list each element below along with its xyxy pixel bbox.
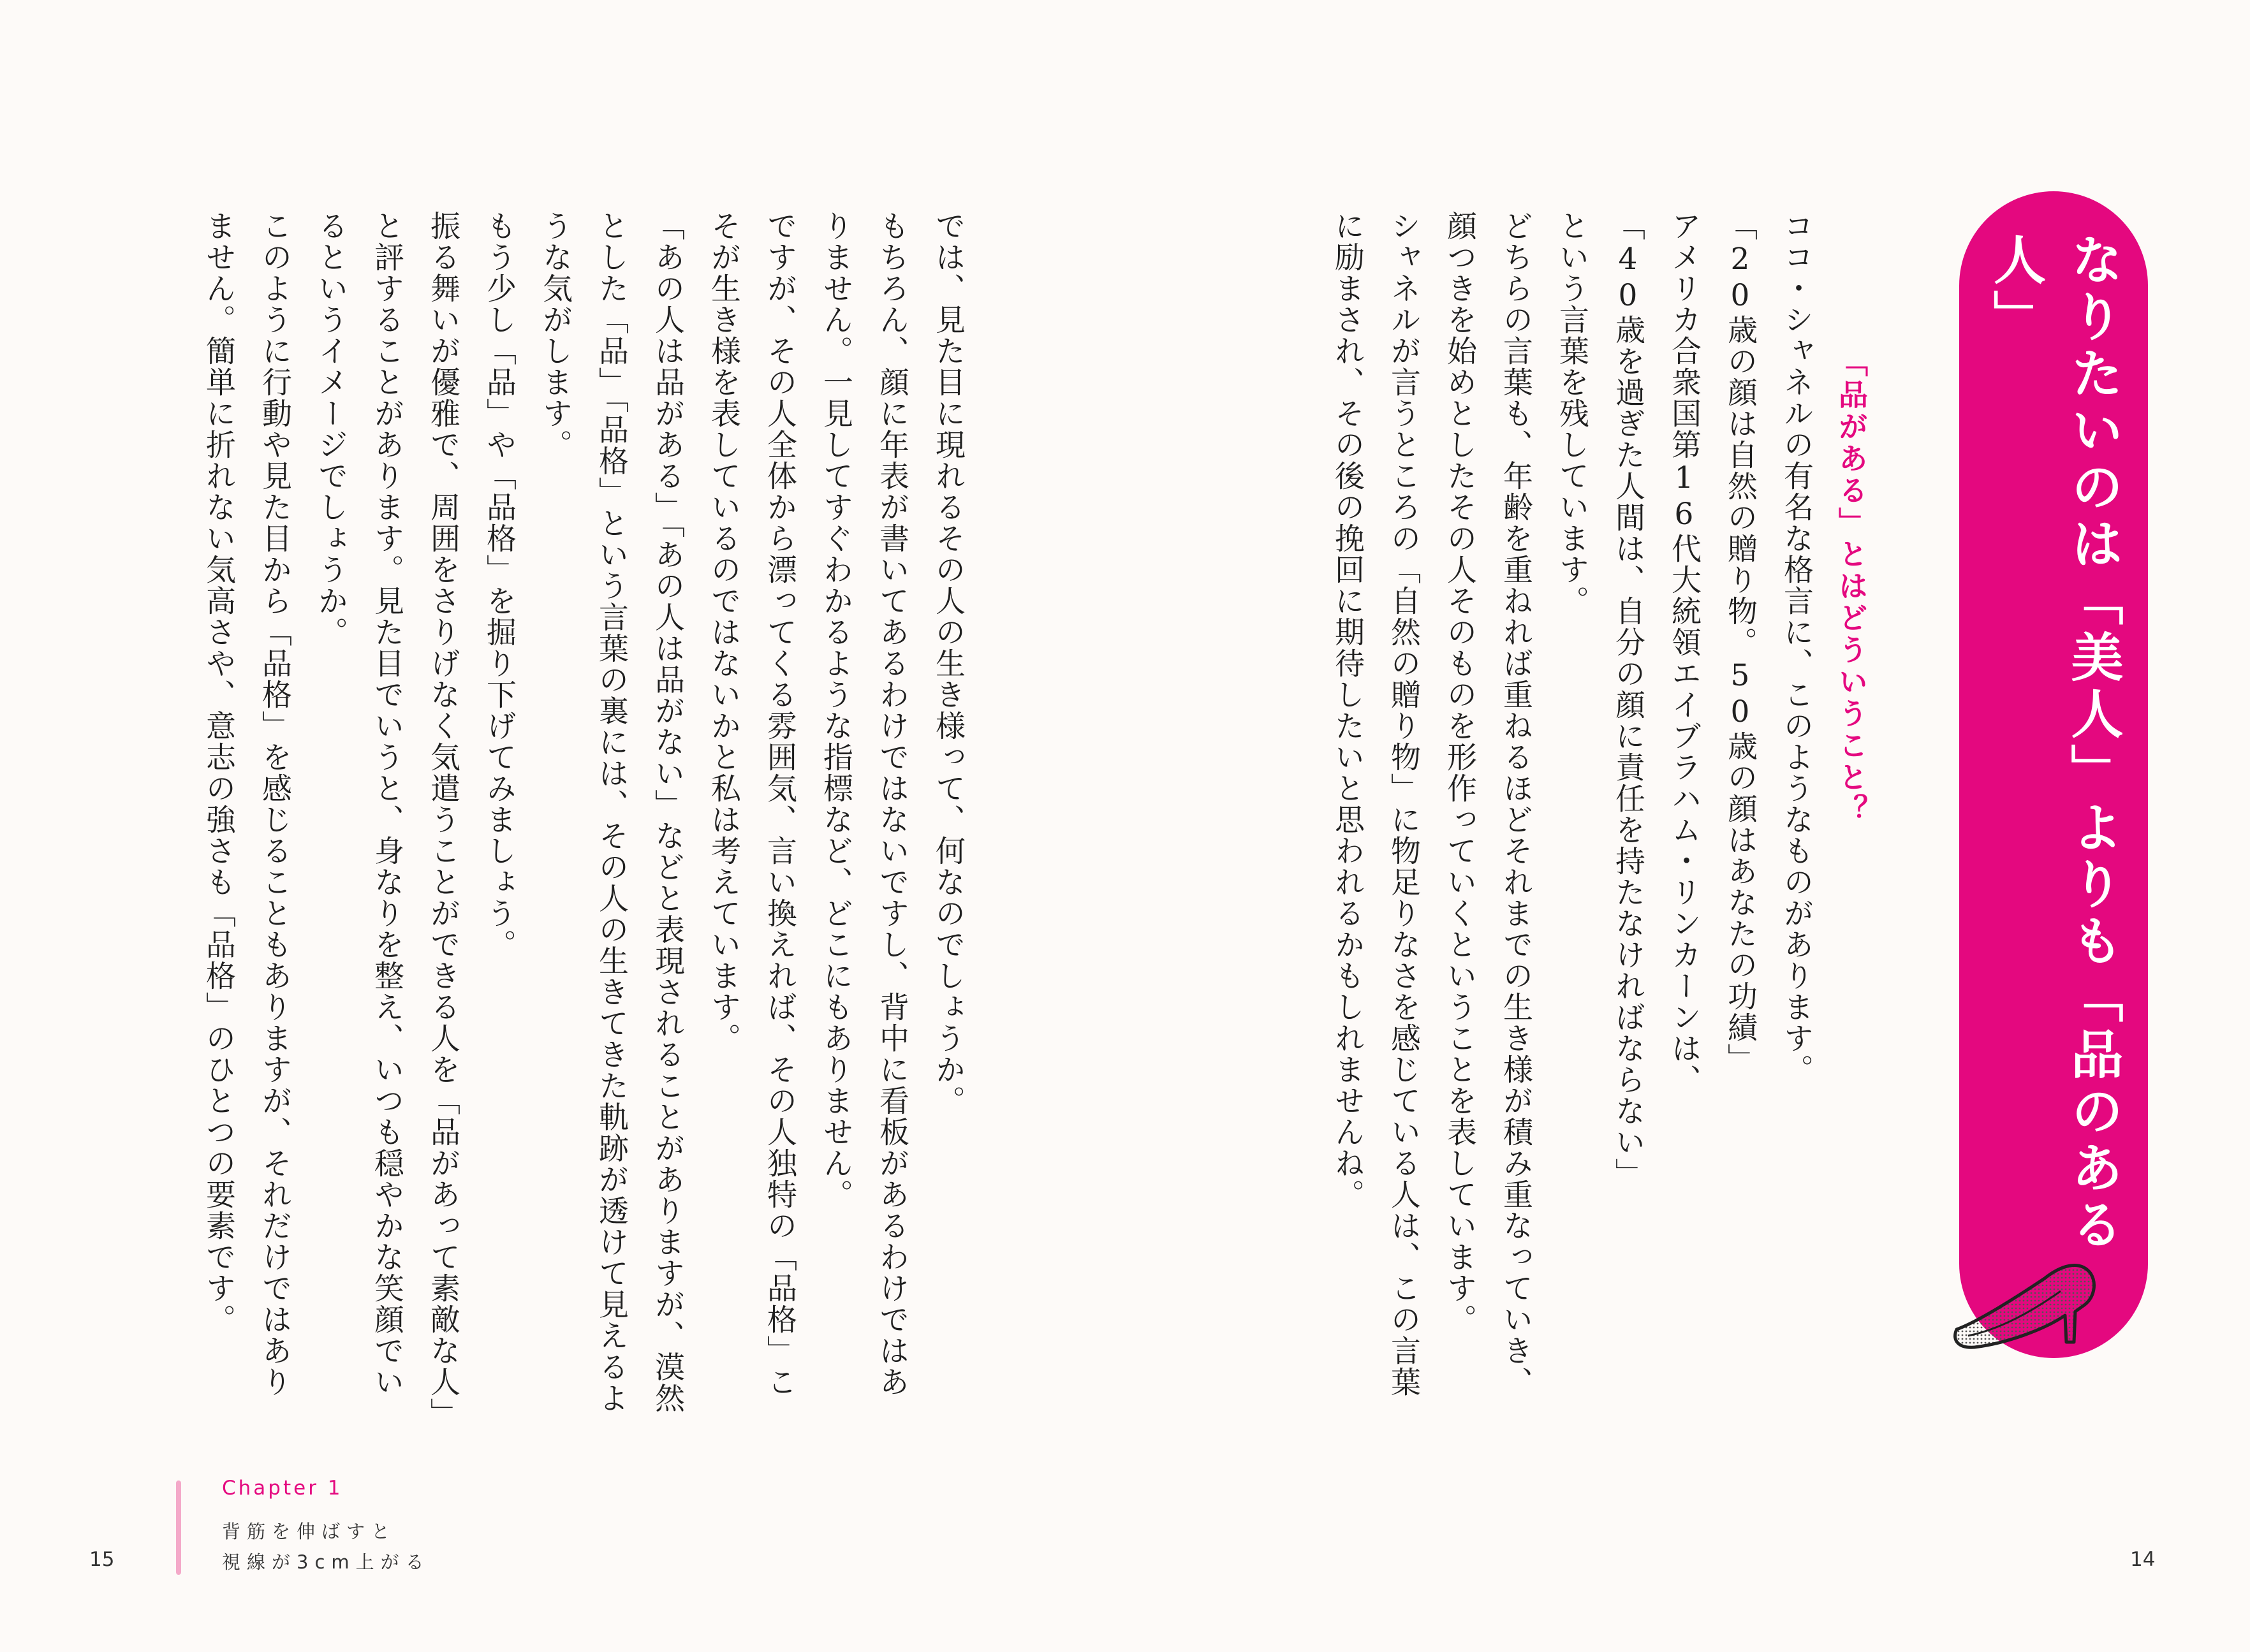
chapter-subtitle-line2: 視線が3cm上がる bbox=[222, 1551, 430, 1573]
page-number-left: 15 bbox=[89, 1548, 115, 1571]
left-page-body bbox=[102, 210, 976, 1425]
paragraph: アメリカ合衆国第16代大統領エイブラハム・リンカーンは、 bbox=[1666, 210, 1702, 1095]
quote: 「20歳の顔は自然の贈り物。50歳の顔はあなたの功績」 bbox=[1723, 210, 1758, 1074]
chapter-label: Chapter 1 bbox=[222, 1477, 343, 1500]
page-title: なりたいのは「美人」よりも「品のある人」 bbox=[1985, 233, 2123, 1254]
chapter-divider-bar bbox=[176, 1480, 181, 1575]
quote: 「40歳を過ぎた人間は、自分の顔に責任を持たなければならない」 bbox=[1610, 210, 1645, 1189]
page-number-right: 14 bbox=[2130, 1548, 2156, 1571]
paragraph: どちらの言葉も、年齢を重ねれば重ねるほどそれまでの生き様が積み重なっていき、顔つきを始めとしたその人そのものを形作っていくということを表しています。 bbox=[1442, 210, 1533, 1398]
chapter-subtitle-line1: 背筋を伸ばすと bbox=[222, 1521, 397, 1542]
paragraph: もちろん、顔に年表が書いてあるわけではないですし、背中に看板があるわけではありません。一見してすぐわかるような指標など、どこにもありません。 bbox=[818, 210, 909, 1398]
high-heel-shoe-icon bbox=[1949, 1234, 2102, 1355]
paragraph: ですが、その人全体から漂ってくる雰囲気、言い換えれば、その人独特の「品格」こそが生き様を表しているのではないかと私は考えています。 bbox=[706, 210, 797, 1398]
paragraph: ココ・シャネルの有名な格言に、このようなものがあります。 bbox=[1779, 210, 1814, 1085]
paragraph: このように行動や見た目から「品格」を感じることもありますが、それだけではありません。簡単に折れない気高さや、意志の強さも「品格」のひとつの要素です。 bbox=[201, 210, 292, 1398]
right-page-body bbox=[1314, 210, 1824, 1425]
paragraph: 「あの人は品がある」「あの人は品がない」などと表現されることがありますが、漠然とした「品」「品格」という言葉の裏には、その人の生きてきた軌跡が透けて見えるような気がします。 bbox=[538, 210, 685, 1414]
paragraph: シャネルが言うところの「自然の贈り物」に物足りなさを感じている人は、この言葉に励まされ、その後の挽回に期待したいと思われるかもしれませんね。 bbox=[1330, 210, 1421, 1398]
section-subheading: 「品がある」とはどういうこと？ bbox=[1834, 347, 1869, 826]
paragraph: 振る舞いが優雅で、周囲をさりげなく気遣うことができる人を「品があって素敵な人」と評することがあります。見た目でいうと、身なりを整え、いつも穏やかな笑顔でいるというイメージでしょうか。 bbox=[313, 210, 460, 1414]
paragraph: もう少し「品」や「品格」を掘り下げてみましょう。 bbox=[482, 210, 517, 960]
paragraph: という言葉を残しています。 bbox=[1554, 210, 1589, 617]
paragraph: では、見た目に現れるその人の生き様って、何なのでしょうか。 bbox=[930, 210, 966, 1116]
